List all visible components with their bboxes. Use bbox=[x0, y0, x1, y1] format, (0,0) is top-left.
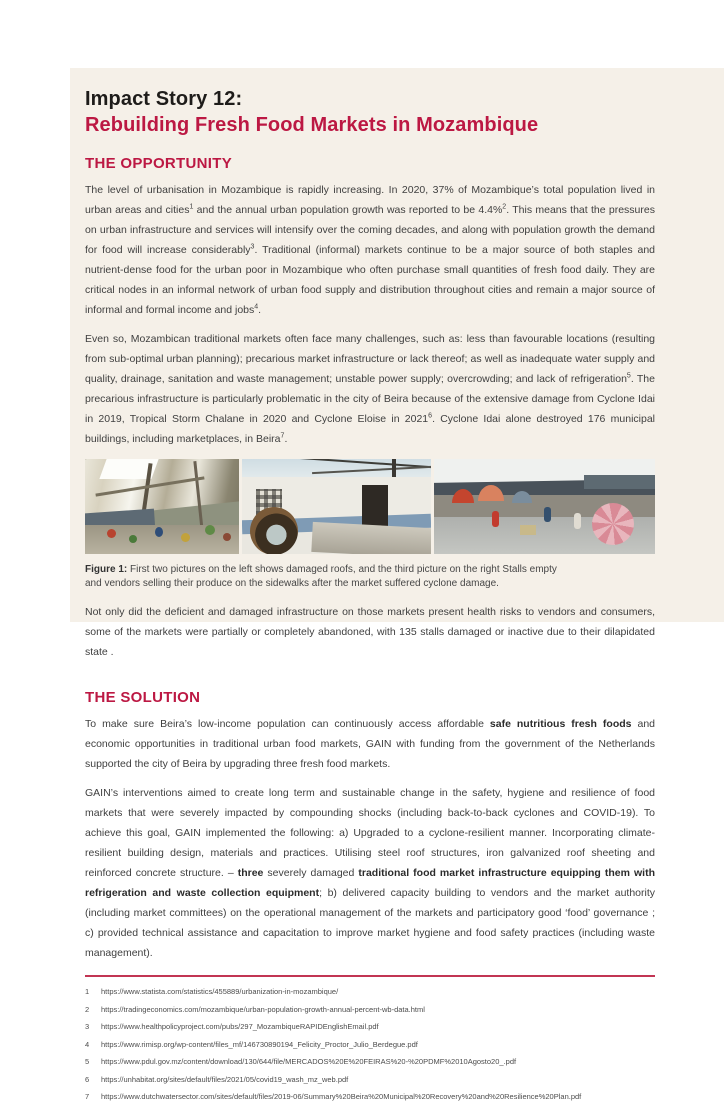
footnote-row bbox=[85, 1036, 655, 1054]
footnote-url-link[interactable]: https://www.rimisp.org/wp-content/files_mf/146730890194_Felicity_Proctor_Julio_Berdegue.pdf bbox=[101, 1039, 418, 1049]
solution-paragraph-1: To make sure Beira’s low-income population can continuously access affordable safe nutritious fresh foods and economic opportunities in traditional urban food markets, GAIN with funding from the government of the Netherlands supported the city of Beira by upgrading three fresh food markets. bbox=[85, 718, 655, 770]
footnote-number: 2 bbox=[85, 1004, 90, 1014]
aftermath-paragraph: Not only did the deficient and damaged infrastructure on those markets present health risks to vendors and consumers, some of the markets were partially or completely abandoned, with 135 stalls damaged or inactive due to their dilapidated state . bbox=[85, 606, 655, 658]
footnote-number: 6 bbox=[85, 1074, 90, 1084]
footnote-url-link[interactable]: https://tradingeconomics.com/mozambique/urban-population-growth-annual-percent-wb-data.html bbox=[101, 1004, 425, 1014]
figure-1-caption-text: First two pictures on the left shows damaged roofs, and the third picture on the right Stalls empty and vendors selling their produce on the sidewalks after the market suffered cyclone damage. bbox=[85, 564, 557, 589]
footnote-url-link[interactable]: https://www.dutchwatersector.com/sites/default/files/2019-06/Summary%20Beira%20Municipal%20Recovery%20and%20Resilience%20Plan.pdf bbox=[101, 1092, 582, 1101]
footnote-row bbox=[85, 1088, 655, 1106]
footnote-url-link[interactable]: https://unhabitat.org/sites/default/files/2021/05/covid19_wash_mz_web.pdf bbox=[101, 1074, 349, 1084]
footnote-number: 7 bbox=[85, 1092, 90, 1101]
footnote-number: 5 bbox=[85, 1057, 90, 1066]
solution-paragraph-2: GAIN’s interventions aimed to create long term and sustainable change in the safety, hygiene and resilience of food markets that were severely impacted by compounding shocks (including back-to-back cyclones and COVID-19). To achieve this goal, GAIN implemented the following: a) Upgraded to a cyclone-resilient manner. Incorporating climate-resilient building design, materials and practices. Utilising steel roof structures, iron galvanized roof sheeting and reinforced concrete structure. – three severely damaged traditional food market infrastructure equipping them with refrigeration and waste collection equipment; b) delivered capacity building to vendors and the market authority (including market committees) on the operational management of the markets and participatory good ‘food’ governance ; c) provided technical assistance and capacitation to improve market hygiene and food safety practices (including waste management). bbox=[85, 787, 655, 959]
damaged-market-roof-photo bbox=[85, 459, 239, 554]
footnote-url-link[interactable]: https://www.statista.com/statistics/455889/urbanization-in-mozambique/ bbox=[101, 987, 339, 996]
footnote-url-link[interactable]: https://www.healthpolicyproject.com/pubs/297_MozambiqueRAPIDEnglishEmail.pdf bbox=[101, 1022, 379, 1031]
footnote-row bbox=[85, 1001, 655, 1019]
opportunity-paragraph-1: The level of urbanisation in Mozambique is rapidly increasing. In 2020, 37% of Mozambique’s total population lived in urban areas and cities$^1$ and the annual urban population growth was reported to be 4.4%$^2$. This means that the pressures on urban infrastructure and services will intensify over the coming decades, and along with population growth the demand for food will increase considerably$^3$. Traditional (informal) markets continue to be a major source of both staples and nutrient-dense food for the urban poor in Mozambique who often purchase small quantities of fresh food daily. They are critical nodes in an informal network of urban food supply and distribution throughout cities and remain a major source of informal and formal income and jobs$^4$. bbox=[85, 184, 655, 316]
page-title-line1: Impact Story 12: bbox=[85, 88, 243, 110]
footnote-number: 1 bbox=[85, 987, 90, 996]
solution-heading: THE SOLUTION bbox=[85, 689, 201, 706]
footnote-number: 4 bbox=[85, 1039, 90, 1049]
footnote-list bbox=[85, 983, 655, 1106]
footnote-url-link[interactable]: https://www.pdul.gov.mz/content/download/130/644/file/MERCADOS%20E%20FEIRAS%20-%20PDMF%2010Agosto20_.pdf bbox=[101, 1057, 517, 1066]
footnote-row bbox=[85, 1018, 655, 1036]
figure-1-photo-row bbox=[85, 459, 655, 554]
page-title-line2: Rebuilding Fresh Food Markets in Mozambique bbox=[85, 114, 539, 136]
footnote-row bbox=[85, 1071, 655, 1089]
footnote-number: 3 bbox=[85, 1022, 90, 1031]
opportunity-heading: THE OPPORTUNITY bbox=[85, 155, 233, 172]
market-street-vendors-photo bbox=[434, 459, 655, 554]
page-content bbox=[85, 86, 655, 1106]
footnote-divider-rule bbox=[85, 975, 655, 977]
footnote-row bbox=[85, 1053, 655, 1071]
figure-1-caption-label: Figure 1: bbox=[85, 564, 128, 575]
figure-1-caption bbox=[85, 563, 569, 591]
footnote-row bbox=[85, 983, 655, 1001]
damaged-market-walls-photo bbox=[242, 459, 431, 554]
opportunity-paragraph-2: Even so, Mozambican traditional markets often face many challenges, such as: less than favourable locations (resulting from sub-optimal urban planning); precarious market infrastructure or lack thereof; as well as inadequate water supply and quality, drainage, sanitation and waste management; unstable power supply; overcrowding; and lack of refrigeration$^5$. The precarious infrastructure is particularly problematic in the city of Beira because of the extensive damage from Cyclone Idai in 2019, Tropical Storm Chalane in 2020 and Cyclone Eloise in 2021$^6$. Cyclone Idai alone destroyed 176 municipal buildings, including marketplaces, in Beira$^7$. bbox=[85, 333, 655, 445]
